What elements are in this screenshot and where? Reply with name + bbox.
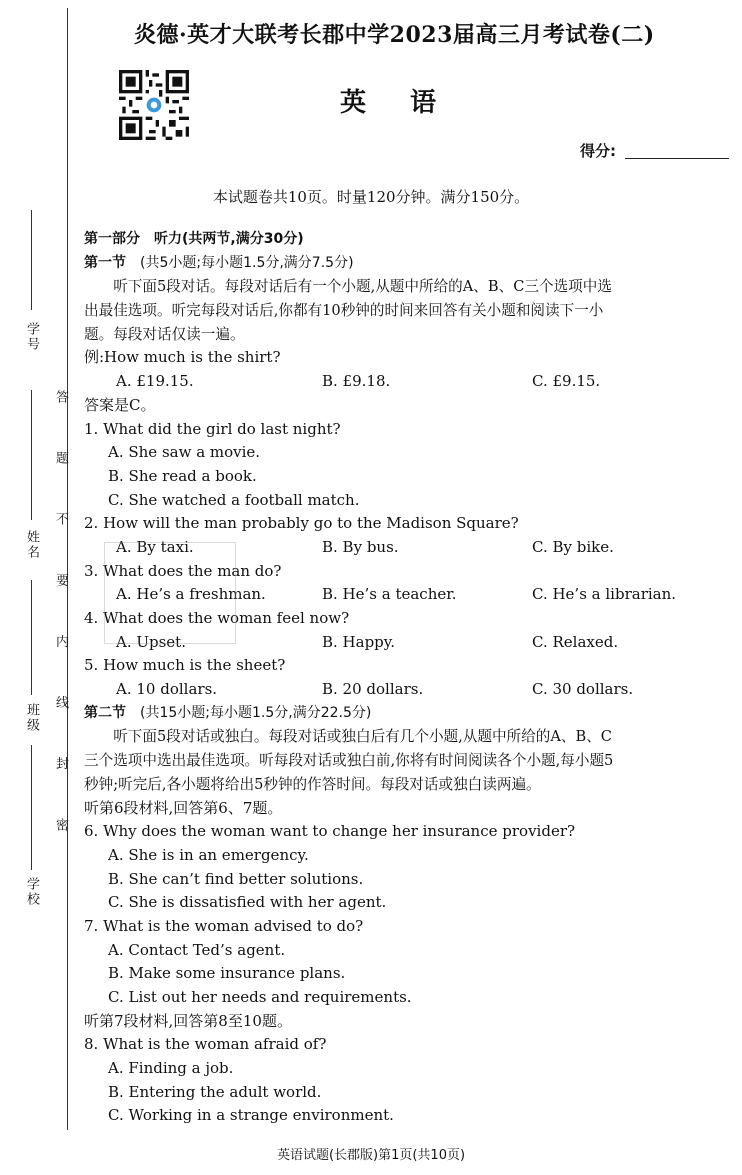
group-6-title: 听第6段材料,回答第6、7题。: [84, 798, 283, 817]
option: A. She saw a movie.: [108, 443, 261, 462]
question-3: 3. What does the man do?: [84, 561, 282, 580]
option: B. She can’t find better solutions.: [108, 869, 364, 888]
exam-intro: 本试题卷共10页。时量120分钟。满分150分。: [212, 188, 530, 206]
school-label: 学校: [24, 877, 39, 907]
option: A. Finding a job.: [108, 1059, 234, 1078]
binding-warning: 答 题 不 要 内 线 封 密: [53, 390, 68, 853]
question-5: 5. How much is the sheet?: [84, 656, 286, 675]
question-4: 4. What does the woman feel now?: [84, 609, 350, 627]
watermark-stamp: [104, 542, 236, 644]
option: B. He’s a teacher.: [322, 585, 457, 604]
question-1: 1. What did the girl do last night?: [84, 419, 341, 438]
school-blank: [31, 745, 32, 870]
section1-heading: 第一节 (共5小题;每小题1.5分,满分7.5分): [84, 254, 354, 271]
option: B. 20 dollars.: [322, 680, 424, 699]
score-blank: [625, 158, 729, 159]
example-answer: 答案是C。: [84, 395, 156, 414]
option: C. He’s a librarian.: [532, 585, 677, 604]
class-blank: [31, 580, 32, 695]
class-label: 班级: [24, 703, 39, 733]
option: C. List out her needs and requirements.: [108, 988, 412, 1006]
section2-heading: 第二节 (共15小题;每小题1.5分,满分22.5分): [84, 704, 372, 721]
option: B. She read a book.: [108, 466, 257, 485]
question-7: 7. What is the woman advised to do?: [84, 916, 364, 935]
option: C. Relaxed.: [532, 632, 619, 651]
subject-title: 英语: [340, 88, 481, 118]
student-id-label: 学号: [24, 322, 39, 352]
section2-instructions: 听下面5段对话或独白。每段对话或独白后有几个小题,从题中所给的A、B、C: [113, 728, 612, 746]
option: B. By bus.: [322, 537, 399, 556]
student-id-blank: [31, 210, 32, 310]
option: B. Happy.: [322, 632, 396, 651]
option: A. 10 dollars.: [116, 680, 218, 699]
exam-content: [84, 228, 732, 1128]
option: B. Entering the adult world.: [108, 1082, 322, 1101]
option: A. By taxi.: [116, 537, 194, 556]
option: C. Working in a strange environment.: [108, 1106, 394, 1125]
section1-instructions-line: 出最佳选项。听完每段对话后,你都有10秒钟的时间来回答有关小题和阅读下一小: [84, 302, 604, 320]
section2-instructions-line: 秒钟;听完后,各小题将给出5秒钟的作答时间。每段对话或独白读两遍。: [84, 775, 541, 793]
option: C. By bike.: [532, 537, 614, 556]
question-5-options: [84, 678, 732, 702]
option: C. 30 dollars.: [532, 680, 634, 699]
question-6: 6. Why does the woman want to change her insurance provider?: [84, 822, 576, 841]
option: A. £19.15.: [116, 372, 194, 391]
option: A. He’s a freshman.: [116, 585, 266, 604]
score-label: 得分:: [580, 142, 616, 160]
example-question: 例:How much is the shirt?: [84, 348, 281, 367]
option: B. Make some insurance plans.: [108, 964, 346, 983]
part1-heading: 第一部分 听力(共两节,满分30分): [84, 231, 304, 247]
question-8: 8. What is the woman afraid of?: [84, 1035, 327, 1054]
option: A. She is in an emergency.: [108, 845, 309, 864]
option: A. Contact Ted’s agent.: [108, 940, 286, 959]
option: C. She watched a football match.: [108, 490, 360, 509]
option: C. £9.15.: [532, 372, 601, 391]
question-2: 2. How will the man probably go to the Madison Square?: [84, 514, 519, 533]
option: C. She is dissatisfied with her agent.: [108, 893, 387, 912]
name-blank: [31, 390, 32, 520]
qr-code-icon: [119, 70, 189, 140]
exam-title: 炎德·英才大联考长郡中学2023届高三月考试卷(二): [134, 22, 655, 48]
example-options: [84, 370, 732, 394]
option: B. £9.18.: [322, 372, 391, 391]
page-footer: 英语试题(长郡版)第1页(共10页): [276, 1148, 466, 1163]
name-label: 姓名: [24, 530, 39, 560]
section1-instructions-line: 题。每段对话仅读一遍。: [84, 325, 245, 343]
section2-instructions-line: 三个选项中选出最佳选项。听每段对话或独白前,你将有时间阅读各个小题,每小题5: [84, 752, 614, 770]
option: A. Upset.: [116, 632, 186, 651]
section1-instructions: 听下面5段对话。每段对话后有一个小题,从题中所给的A、B、C三个选项中选: [113, 278, 612, 296]
group-7-title: 听第7段材料,回答第8至10题。: [84, 1011, 292, 1030]
